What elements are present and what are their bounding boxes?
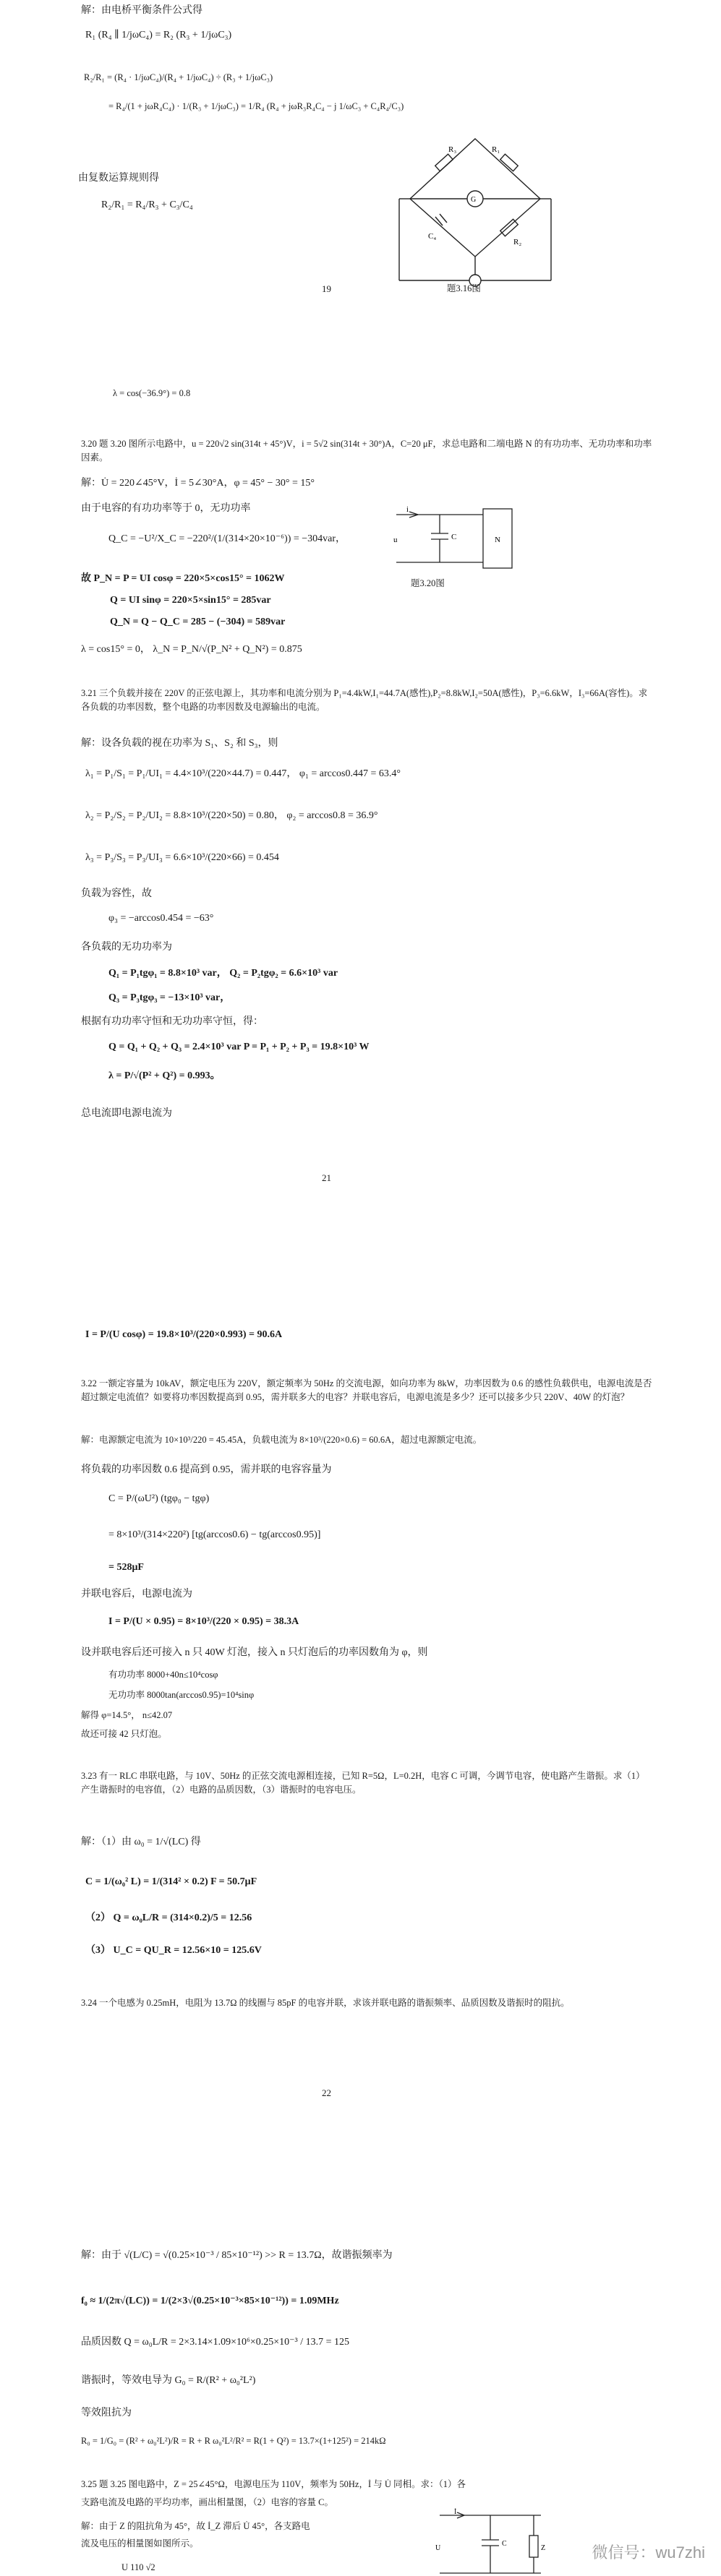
watermark: 微信号：wu7zhi bbox=[592, 2543, 705, 2562]
solution-line: 解：由电桥平衡条件公式得 bbox=[81, 5, 202, 16]
text-line: 负载为容性，故 bbox=[81, 888, 152, 899]
svg-text:R₂: R₂ bbox=[513, 238, 522, 246]
text-line: 设并联电容后还可接入 n 只 40W 灯泡，接入 n 只灯泡后的功率因数角为 φ，则 bbox=[81, 1647, 428, 1658]
formula-current: I = P/(U cosφ) = 19.8×10³/(220×0.993) = 90.6A bbox=[85, 1329, 283, 1340]
formula-quality: 品质因数 Q = ω₀L/R = 2×3.14×1.09×10⁶×0.25×10⁻³ / 13.7 = 125 bbox=[81, 2337, 350, 2348]
formula-c-result: = 528μF bbox=[108, 1562, 144, 1573]
formula-r0: R₀ = 1/G₀ = (R² + ω₀²L²)/R = R + R ω₀²L²/R² = R(1 + Q²) = 13.7×(1+125²) = 214kΩ bbox=[81, 2436, 386, 2446]
formula-c: C = 1/(ω₀² L) = 1/(314² × 0.2) F = 50.7μF bbox=[85, 1876, 257, 1887]
figure-caption: 题3.20图 bbox=[411, 578, 445, 588]
svg-text:C₄: C₄ bbox=[428, 232, 437, 241]
figure-caption: 题3.16图 bbox=[447, 283, 481, 293]
formula-i: I = P/(U × 0.95) = 8×10³/(220 × 0.95) = 38.3A bbox=[108, 1616, 299, 1627]
formula-lambda: λ = P/√(P² + Q²) = 0.993。 bbox=[108, 1070, 221, 1081]
formula-lambda: λ = cos(−36.9°) = 0.8 bbox=[113, 388, 191, 398]
text-line: 由复数运算规则得 bbox=[78, 173, 159, 184]
svg-text:Z: Z bbox=[541, 2544, 546, 2552]
formula-lambda1: λ₁ = P₁/S₁ = P₁/UI₁ = 4.4×10³/(220×44.7) = 0.447， φ₁ = arccos0.447 = 63.4° bbox=[85, 768, 401, 779]
page-number: 21 bbox=[322, 1172, 331, 1183]
formula-f0: f₀ ≈ 1/(2π√(LC)) = 1/(2×3√(0.25×10⁻³×85×10⁻¹²)) = 1.09MHz bbox=[81, 2296, 339, 2306]
formula-qn: Q_N = Q − Q_C = 285 − (−304) = 589var bbox=[110, 617, 286, 627]
formula-active: 有功功率 8000+40n≤10⁴cosφ bbox=[108, 1670, 218, 1680]
text-line: 故还可接 42 只灯泡。 bbox=[81, 1729, 167, 1739]
solution-line: 解：电源额定电流为 10×10³/220 = 45.45A，负载电流为 8×10³/(220×0.6) = 60.6A，超过电源额定电流。 bbox=[81, 1435, 482, 1445]
formula-q: Q = UI sinφ = 220×5×sin15° = 285var bbox=[110, 595, 271, 606]
formula-bridge-balance: R₁ (R₄ ∥ 1/jωC₄) = R₂ (R₃ + 1/jωC₃) bbox=[85, 30, 232, 40]
text-line: 由于电容的有功功率等于 0，无功功率 bbox=[81, 503, 251, 514]
formula-pn: 故 P_N = P = UI cosφ = 220×5×cos15° = 1062W bbox=[81, 573, 285, 584]
formula-phi3: φ₃ = −arccos0.454 = −63° bbox=[108, 913, 214, 924]
question-3-25-line2: 支路电流及电路的平均功率，画出相量图，（2）电容的容量 C。 bbox=[81, 2497, 333, 2507]
fig-label-u: u bbox=[393, 536, 398, 544]
formula-qc: Q_C = −U²/X_C = −220²/(1/(314×20×10⁻⁶)) = −304var， bbox=[108, 533, 346, 544]
svg-text:C: C bbox=[502, 2540, 507, 2548]
text-line: 总电流即电源电流为 bbox=[81, 1108, 172, 1119]
formula-r2-r1: R₂/R₁ = (R₄ · 1/jωC₄)/(R₄ + 1/jωC₄) ÷ (R₃ + 1/jωC₃) bbox=[84, 72, 273, 82]
formula-partial: U 110 √2 bbox=[121, 2562, 155, 2572]
formula-g0: 谐振时，等效电导为 G₀ = R/(R² + ω₀²L²) bbox=[81, 2375, 256, 2386]
formula-c-values: = 8×10³/(314×220²) [tg(arccos0.6) − tg(arccos0.95)] bbox=[108, 1529, 321, 1540]
formula-lambda2: λ₂ = P₂/S₂ = P₂/UI₂ = 8.8×10³/(220×50) = 0.80， φ₂ = arccos0.8 = 36.9° bbox=[85, 810, 378, 821]
solution-line: 解：由于 Z 的阻抗角为 45°，故 İ_Z 滞后 U̇ 45°，各支路电 bbox=[81, 2521, 310, 2531]
text-line: 各负载的无功功率为 bbox=[81, 942, 172, 953]
page-number: 22 bbox=[322, 2087, 331, 2098]
question-3-24: 3.24 一个电感为 0.25mH，电阻为 13.7Ω 的线圈与 85pF 的电容并联，求该并联电路的谐振频率、品质因数及谐振时的阻抗。 bbox=[81, 1998, 570, 2008]
text-line: 根据有功功率守恒和无功功率守恒，得： bbox=[81, 1016, 263, 1027]
formula-q3: Q₃ = P₃tgφ₃ = −13×10³ var， bbox=[108, 992, 231, 1003]
text-line: 将负载的功率因数 0.6 提高到 0.95，需并联的电容容量为 bbox=[81, 1464, 332, 1475]
svg-text:U: U bbox=[435, 2544, 441, 2552]
solution-line: 解：设各负载的视在功率为 S₁、S₂ 和 S₃，则 bbox=[81, 738, 278, 749]
svg-text:G: G bbox=[471, 196, 477, 204]
formula-reactive: 无功功率 8000tan(arccos0.95)=10⁴sinφ bbox=[108, 1690, 255, 1700]
formula-c: C = P/(ωU²) (tgφ₀ − tgφ) bbox=[108, 1493, 210, 1504]
text-line: 等效阻抗为 bbox=[81, 2408, 132, 2418]
solution-line: 解：（1）由 ω₀ = 1/√(LC) 得 bbox=[81, 1837, 201, 1847]
text-line: 流及电压的相量图如图所示。 bbox=[81, 2538, 199, 2549]
solution-line: 解：由于 √(L/C) = √(0.25×10⁻³ / 85×10⁻¹²) >> R = 13.7Ω，故谐振频率为 bbox=[81, 2250, 393, 2261]
question-3-21: 3.21 三个负载并接在 220V 的正弦电源上，其功率和电流分别为 P₁=4.4kW,I₁=44.7A(感性),P₂=8.8kW,I₂=50A(感性)，P₃=6.6kW，I₃=66A(容性)。求各负载的功率因数，整个电路的功率因数及电源输出的电流。 bbox=[81, 688, 648, 713]
question-3-22: 3.22 一额定容量为 10kAV，额定电压为 220V，额定频率为 50Hz 的交流电源，如向功率为 8kW，功率因数为 0.6 的感性负载供电，电源电流是否超过额定电流值？如要将功率因数提高到 0.95，需并联多大的电容？并联电容后，电源电流是多少？还可以接多少只 220V、40W 的灯泡？ bbox=[81, 1378, 652, 1403]
formula-q: （2） Q = ω₀L/R = (314×0.2)/5 = 12.56 bbox=[85, 1912, 252, 1923]
formula-solve: 解得 φ=14.5°， n≤42.07 bbox=[81, 1710, 173, 1720]
circuit-figure-3-25 bbox=[432, 2508, 555, 2576]
formula-lambda: λ = cos15° = 0， λ_N = P_N/√(P_N² + Q_N²) = 0.875 bbox=[81, 644, 302, 655]
formula-result: R₂/R₁ = R₄/R₃ + C₃/C₄ bbox=[101, 199, 193, 210]
circuit-figure-3-16 bbox=[385, 130, 566, 293]
question-3-20: 3.20 题 3.20 图所示电路中，u = 220√2 sin(314t + 45°)V，i = 5√2 sin(314t + 30°)A，C=20 μF，求总电路和二端电路 N 的有功功率、无功功率和功率因素。 bbox=[81, 439, 652, 463]
page-number: 19 bbox=[322, 283, 331, 294]
svg-text:R₃: R₃ bbox=[448, 145, 457, 154]
svg-text:İ: İ bbox=[454, 2508, 457, 2516]
svg-text:R₁: R₁ bbox=[492, 145, 500, 154]
formula-r2-r1-expanded: = R₄/(1 + jωR₄C₄) · 1/(R₃ + 1/jωC₃) = 1/R₄ (R₄ + jωR₃R₄C₄ − j 1/ωC₃ + C₄R₄/C₃) bbox=[108, 101, 404, 111]
fig-label-c: C bbox=[451, 533, 457, 541]
question-3-25-line1: 3.25 题 3.25 图电路中，Z = 25∠45°Ω，电源电压为 110V，频率为 50Hz，İ 与 U̇ 同相。求：（1）各 bbox=[81, 2479, 466, 2489]
formula-uc: （3） U_C = QU_R = 12.56×10 = 125.6V bbox=[85, 1945, 262, 1956]
formula-q-p: Q = Q₁ + Q₂ + Q₃ = 2.4×10³ var P = P₁ + P₂ + P₃ = 19.8×10³ W bbox=[108, 1042, 370, 1052]
text-line: 并联电容后，电源电流为 bbox=[81, 1589, 192, 1600]
fig-label-n: N bbox=[495, 536, 500, 544]
solution-line: 解：U̇ = 220∠45°V，İ = 5∠30°A，φ = 45° − 30° = 15° bbox=[81, 478, 315, 489]
question-3-23: 3.23 有一 RLC 串联电路，与 10V、50Hz 的正弦交流电源相连接，已知 R=5Ω，L=0.2H，电容 C 可调，今调节电容，使电路产生谐振。求（1）产生谐振时的电容值，（2）电路的品质因数，（3）谐振时的电容电压。 bbox=[81, 1771, 645, 1795]
formula-lambda3: λ₃ = P₃/S₃ = P₃/UI₃ = 6.6×10³/(220×66) = 0.454 bbox=[85, 852, 279, 863]
fig-label-i: i bbox=[406, 506, 409, 514]
formula-q1-q2: Q₁ = P₁tgφ₁ = 8.8×10³ var， Q₂ = P₂tgφ₂ = 6.6×10³ var bbox=[108, 968, 338, 979]
circuit-figure-3-20 bbox=[389, 506, 534, 571]
